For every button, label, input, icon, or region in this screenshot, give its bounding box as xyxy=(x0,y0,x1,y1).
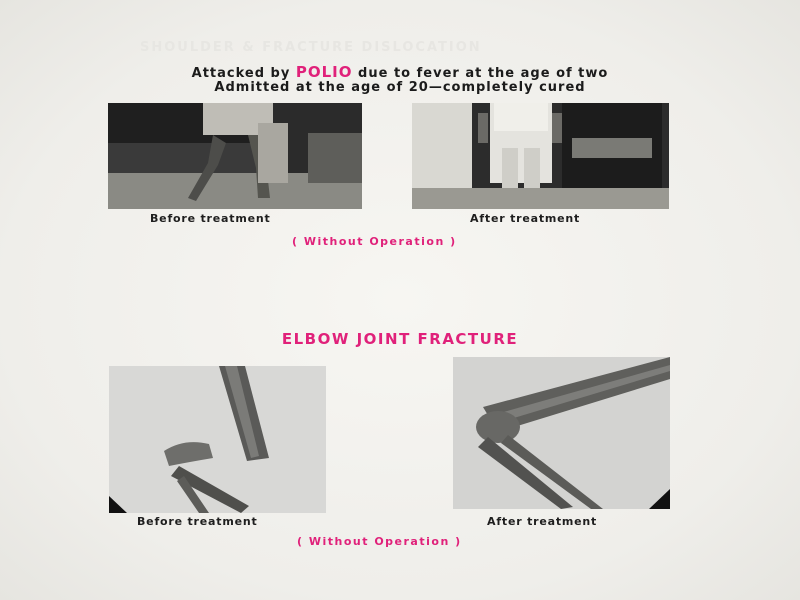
elbow-before-caption: Before treatment xyxy=(137,515,258,528)
polio-before-photo xyxy=(108,103,362,209)
intro-prefix: Attacked by xyxy=(191,66,291,81)
intro-suffix: due to fever at the age of two xyxy=(358,66,609,81)
elbow-after-xray xyxy=(453,357,670,509)
show-through-text: SHOULDER & FRACTURE DISLOCATION xyxy=(140,40,482,55)
elbow-without-operation-note: ( Without Operation ) xyxy=(297,535,462,548)
polio-without-operation-note: ( Without Operation ) xyxy=(292,235,457,248)
polio-after-photo xyxy=(412,103,669,209)
polio-before-caption: Before treatment xyxy=(150,212,271,225)
elbow-before-xray xyxy=(109,366,326,513)
polio-admission-line: Admitted at the age of 20—completely cured xyxy=(214,80,586,95)
elbow-after-caption: After treatment xyxy=(487,515,598,528)
polio-intro-line xyxy=(0,63,800,81)
polio-after-caption: After treatment xyxy=(470,212,581,225)
elbow-fracture-heading: ELBOW JOINT FRACTURE xyxy=(281,330,519,348)
polio-highlight: POLIO xyxy=(295,63,353,81)
